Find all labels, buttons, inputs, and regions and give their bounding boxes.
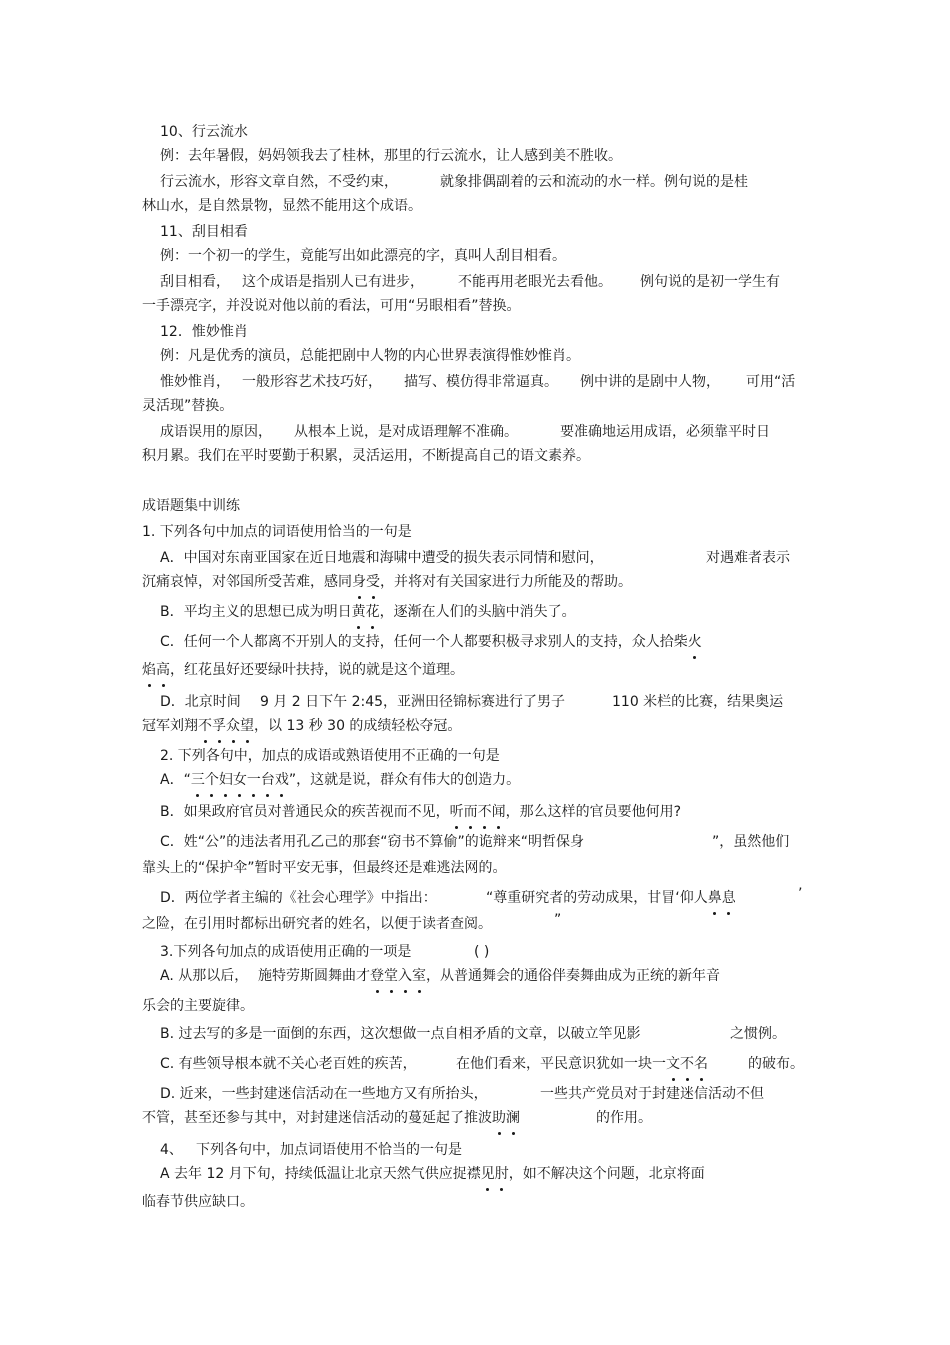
q1-option-b-text: B．平均主义的思想已成为明日 <box>160 604 352 620</box>
q3-option-c-part2 <box>456 1054 708 1074</box>
item10-explanation-part1: 行云流水，形容文章自然，不受约束， <box>160 174 398 190</box>
q4-option-a <box>160 1164 705 1184</box>
item12-explanation-part3: 描写、模仿得非常逼真。 <box>404 374 558 390</box>
q4-stem: 下列各句中，加点词语使用不恰当的一句是 <box>196 1142 462 1158</box>
item12-explanation-part6: 灵活现”替换。 <box>142 398 234 414</box>
q3-stem: 3.下列各句加点的成语使用正确的一项是 <box>160 944 412 960</box>
dotted-char: 不 <box>477 804 492 820</box>
q1-option-d-part2: 9 月 2 日下午 2:45，亚洲田径锦标赛进行了男子 <box>260 694 566 710</box>
q3-option-b-part2: 之惯例。 <box>730 1026 786 1042</box>
dotted-char: 戏 <box>274 772 289 788</box>
summary-part2: 从根本上说，是对成语理解不准确。 <box>294 424 518 440</box>
q1-option-c-dotted-term <box>688 634 702 650</box>
summary-part4: 积月累。我们在平时要勤于积累，灵活运用，不断提高自己的语文素养。 <box>142 448 590 464</box>
dotted-char: 肘 <box>494 1166 509 1182</box>
q4-option-a-dotted-term <box>481 1166 509 1182</box>
q3-option-d-text: 不管，甚至还参与其中，对封建迷信活动的蔓延起了推波 <box>142 1110 492 1126</box>
dotted-char: 众 <box>226 718 240 734</box>
dotted-char: 一 <box>246 772 261 788</box>
dotted-char: 花 <box>365 604 380 620</box>
q1-option-a-part1: A．中国对东南亚国家在近日地震和海啸中遭受的损失表示同情和慰问， <box>160 550 604 566</box>
dotted-char: 三 <box>190 772 205 788</box>
dotted-char: 息 <box>721 890 736 906</box>
q4-option-a-line2: 临春节供应缺口。 <box>142 1194 254 1210</box>
q2-option-c-part1: C．姓“公”的违法者用孔乙己的那套“窃书不算偷”的诡辩来“明哲保身 <box>160 834 585 850</box>
q3-option-a-text-end: ，从普通舞会的通俗伴奏舞曲成为正统的新年音 <box>426 968 720 984</box>
dotted-char: 堂 <box>384 968 398 984</box>
q4-option-a-text: A 去年 12 月下旬，持续低温让北京天然气供应捉襟 <box>160 1166 481 1182</box>
q3-option-d-dotted-term <box>492 1110 520 1126</box>
dotted-char: 望 <box>240 718 254 734</box>
q4-option-a-text-end: ，如不解决这个问题，北京将面 <box>508 1166 705 1182</box>
dotted-char: 受 <box>366 574 380 590</box>
q2-stem: 2. 下列各句中，加点的成语或熟语使用不正确的一句是 <box>160 748 500 764</box>
item11-example: 例：一个初一的学生，竟能写出如此漂亮的字，真叫人刮目相看。 <box>160 248 566 264</box>
item10-explanation-part2: 就象排偶副着的云和流动的水一样。例句说的是桂 <box>440 174 748 190</box>
item11-explanation-part5: 一手漂亮字，并没说对他以前的看法，可用“另眼相看”替换。 <box>142 298 521 314</box>
q3-option-d-part4: 的作用。 <box>596 1110 652 1126</box>
q2-option-b <box>160 802 681 822</box>
q1-option-c-line2 <box>142 660 464 680</box>
summary-part3: 要准确地运用成语，必须靠平时日 <box>560 424 770 440</box>
dotted-char: 登 <box>370 968 384 984</box>
q3-answer-paren: ( ) <box>474 944 490 960</box>
item12-explanation-part2: 一般形容艺术技巧好， <box>242 374 382 390</box>
dotted-char: 妇 <box>218 772 233 788</box>
q1-option-d-text: 冠军刘翔 <box>142 718 198 734</box>
item12-explanation-part1: 惟妙惟肖， <box>160 374 230 390</box>
q2-option-d-quote: ’ <box>798 886 803 902</box>
q2-option-a-text-end: ”，这就是说，群众有伟大的创造力。 <box>288 772 521 788</box>
q2-option-c-part2: ”，虽然他们 <box>712 834 790 850</box>
q3-option-c-dotted-term <box>666 1056 708 1072</box>
item11-explanation-part2: 这个成语是指别人已有进步， <box>242 274 424 290</box>
q4-stem-number: 4、 <box>160 1142 183 1158</box>
dotted-char: 而 <box>463 804 478 820</box>
q3-option-a-part2 <box>258 966 720 986</box>
dotted-char: 台 <box>260 772 275 788</box>
q1-stem: 1. 下列各句中加点的词语使用恰当的一句是 <box>142 524 412 540</box>
q3-option-b-part1 <box>160 1024 641 1044</box>
q2-option-b-dotted-term <box>450 804 506 820</box>
item12-title: 12．惟妙惟肖 <box>160 324 248 340</box>
dotted-char: 不 <box>680 1056 694 1072</box>
q2-option-d-line2: 之险，在引用时都标出研究者的姓名，以便于读者查阅。 <box>142 916 492 932</box>
q3-option-a-text: 施特劳斯圆舞曲才 <box>258 968 370 984</box>
q1-option-d-text-end: ，以 13 秒 30 的成绩轻松夺冠。 <box>254 718 462 734</box>
item12-explanation-part4: 例中讲的是剧中人物， <box>580 374 720 390</box>
dotted-char: 澜 <box>506 1110 520 1126</box>
q1-option-b-text-end: ，逐渐在人们的头脑中消失了。 <box>379 604 576 620</box>
q3-option-c-part1: C. 有些领导根本就不关心老百姓的疾苦， <box>160 1056 417 1072</box>
q1-option-a-line2 <box>142 572 632 592</box>
dotted-char: 黄 <box>351 604 366 620</box>
dotted-char: 鼻 <box>707 890 722 906</box>
q3-option-d-part1: D. 近来，一些封建迷信活动在一些地方又有所抬头， <box>160 1086 488 1102</box>
q3-option-b-text: B. 过去写的多是一面倒的东西，这次想做一点自相矛盾的文章，以破立竿见影 <box>160 1026 641 1042</box>
item11-title: 11、刮目相看 <box>160 224 248 240</box>
dotted-char: 高 <box>156 662 170 678</box>
dotted-char: 焰 <box>142 662 156 678</box>
dotted-char: 助 <box>492 1110 506 1126</box>
dotted-char: 火 <box>687 634 702 650</box>
dotted-char: 文 <box>666 1056 680 1072</box>
dotted-char: 女 <box>232 772 247 788</box>
item11-explanation-part4: 例句说的是初一学生有 <box>640 274 780 290</box>
q2-option-d-text: “尊重研究者的劳动成果，甘冒‘仰人 <box>486 890 708 906</box>
q2-option-b-text-end: ，那么这样的官员要他何用? <box>505 804 682 820</box>
q3-option-a-line2: 乐会的主要旋律。 <box>142 998 254 1014</box>
q2-option-d-closing-quote: ” <box>554 912 562 928</box>
q3-option-a-part1: A. 从那以后， <box>160 968 249 984</box>
dotted-char: 室 <box>412 968 426 984</box>
q2-option-d-part2 <box>486 888 736 908</box>
dotted-char: 见 <box>480 1166 495 1182</box>
q1-option-d-dotted-term <box>198 718 254 734</box>
q2-option-d-dotted-term <box>708 890 736 906</box>
q2-option-b-text: B．如果政府官员对普通民众的疾苦视而不见， <box>160 804 450 820</box>
q1-option-b <box>160 602 576 622</box>
item10-explanation-part3: 林山水，是自然景物，显然不能用这个成语。 <box>142 198 422 214</box>
training-heading: 成语题集中训练 <box>142 498 240 514</box>
q3-option-a-dotted-term <box>370 968 426 984</box>
q1-option-c-line1 <box>160 632 702 652</box>
dotted-char: 名 <box>694 1056 708 1072</box>
q2-option-d-part1: D．两位学者主编的《社会心理学》中指出： <box>160 890 437 906</box>
q1-option-d-line2 <box>142 716 461 736</box>
q1-option-a-part2: 对遇难者表示 <box>706 550 790 566</box>
q2-option-a-text: A．“ <box>160 772 191 788</box>
dotted-char: 不 <box>198 718 212 734</box>
dotted-char: 闻 <box>491 804 506 820</box>
item10-example: 例：去年暑假，妈妈领我去了桂林，那里的行云流水，让人感到美不胜收。 <box>160 148 622 164</box>
q1-option-d-part1: D．北京时间 <box>160 694 241 710</box>
q3-option-c-text: 在他们看来，平民意识犹如一块一 <box>456 1056 666 1072</box>
dotted-char: 个 <box>204 772 219 788</box>
dotted-char: 入 <box>398 968 412 984</box>
q1-option-d-part3: 110 米栏的比赛，结果奥运 <box>612 694 784 710</box>
dotted-char: 身 <box>352 574 366 590</box>
q1-option-a-dotted-term <box>352 574 380 590</box>
item11-explanation-part3: 不能再用老眼光去看他。 <box>458 274 612 290</box>
q1-option-c-dotted-term-2 <box>142 662 170 678</box>
q2-option-a <box>160 770 520 790</box>
q3-option-c-part3: 的破布。 <box>748 1056 804 1072</box>
q2-option-c-line2: 靠头上的“保护伞”暂时平安无事，但最终还是难逃法网的。 <box>142 860 507 876</box>
q2-option-a-dotted-term <box>191 772 289 788</box>
dotted-char: 孚 <box>212 718 226 734</box>
q3-option-d-part2: 一些共产党员对于封建迷信活动不但 <box>540 1086 764 1102</box>
q1-option-b-dotted-term <box>352 604 380 620</box>
q1-option-a-text-end: ，并将对有关国家进行力所能及的帮助。 <box>380 574 632 590</box>
summary-part1: 成语误用的原因， <box>160 424 272 440</box>
item10-title: 10、行云流水 <box>160 124 248 140</box>
q1-option-a-text: 沉痛哀悼，对邻国所受苦难，感同 <box>142 574 352 590</box>
item12-explanation-part5: 可用“活 <box>746 374 796 390</box>
item12-example: 例：凡是优秀的演员，总能把剧中人物的内心世界表演得惟妙惟肖。 <box>160 348 580 364</box>
q1-option-c-text: C．任何一个人都离不开别人的支持，任何一个人都要积极寻求别人的支持，众人拾柴 <box>160 634 688 650</box>
q1-option-c-text-end: ，红花虽好还要绿叶扶持，说的就是这个道理。 <box>170 662 464 678</box>
q3-option-d-line2 <box>142 1108 520 1128</box>
item11-explanation-part1: 刮目相看， <box>160 274 230 290</box>
dotted-char: 听 <box>449 804 464 820</box>
